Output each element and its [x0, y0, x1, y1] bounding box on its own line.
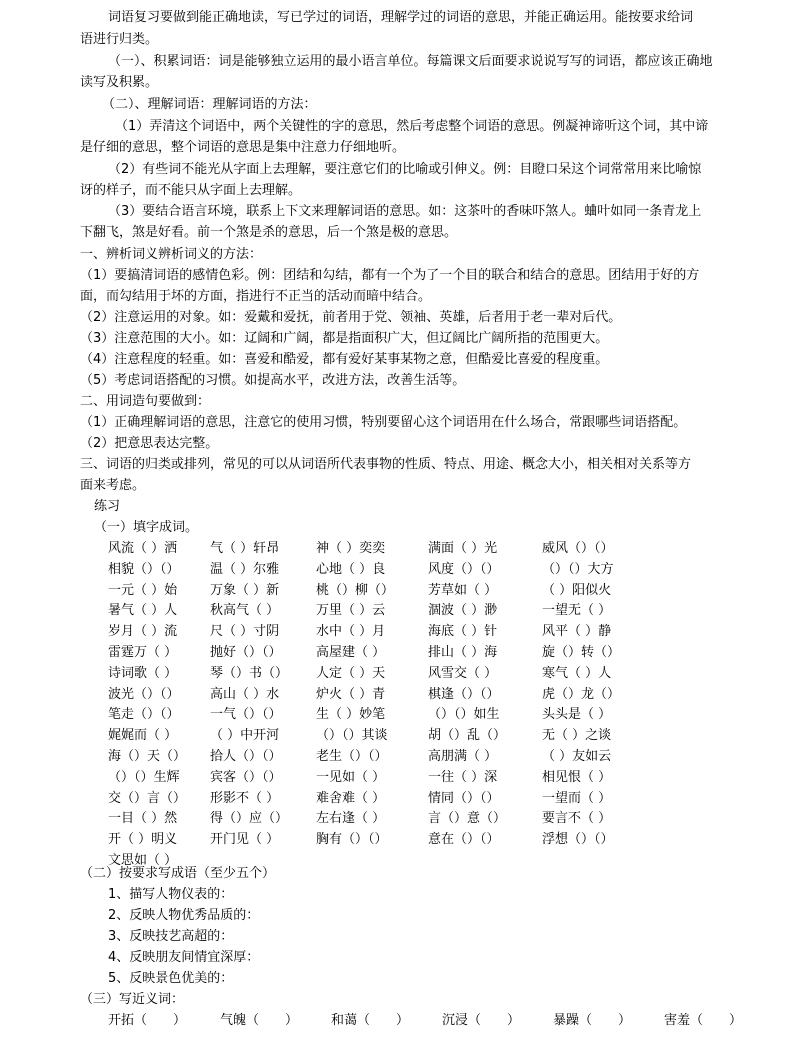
- synonym-item: 和蔼（ ）: [331, 1013, 410, 1028]
- fill-in-item: 一元（ ）始: [108, 583, 178, 598]
- fill-in-item: 开（ ）明义: [108, 832, 178, 847]
- fill-in-item: 暑气（ ）人: [108, 603, 178, 618]
- intro-paragraph-1-line-1: 词语复习要做到能正确地读，写已学过的词语，理解学过的词语的意思，并能正确运用。能按要求给词: [108, 10, 694, 25]
- fill-in-item: 宾客（）（）: [210, 770, 282, 785]
- fill-in-item: 生（ ）妙笔: [316, 707, 386, 722]
- fill-in-item: 风平（ ）静: [542, 624, 612, 639]
- fill-in-item: 左右逢（ ）: [316, 811, 386, 826]
- fill-in-item: 威风（）（）: [542, 541, 614, 556]
- fill-in-item: 文思如（ ）: [108, 853, 178, 868]
- fill-in-item: （ ）中开河: [210, 728, 280, 743]
- fill-in-item: 虎（）龙（）: [542, 687, 621, 702]
- fill-in-item: （ ）友如云: [542, 749, 612, 764]
- accumulate-words-line-1: （一）、积累词语：词是能够独立运用的最小语言单位。每篇课文后面要求说说写写的词语，都应该正确地: [108, 54, 713, 69]
- idiom-item-1: 1、描写人物仪表的：: [108, 887, 234, 902]
- fill-in-item: 满面（ ）光: [428, 541, 498, 556]
- fill-in-item: 要言不（ ）: [542, 811, 612, 826]
- fill-in-item: 风流（ ）洒: [108, 541, 178, 556]
- section-3-line-2: 面来考虑。: [80, 478, 146, 493]
- fill-in-title: （一）填字成词。: [94, 520, 199, 535]
- fill-in-item: 温（ ）尔雅: [210, 562, 280, 577]
- idiom-writing-title: （二）按要求写成语（至少五个）: [80, 866, 276, 881]
- fill-in-item: 相貌（）（）: [108, 562, 180, 577]
- fill-in-item: （）（）大方: [542, 562, 614, 577]
- synonym-item: 气魄（ ）: [220, 1013, 299, 1028]
- fill-in-item: 琴（）书（）: [210, 666, 289, 681]
- method-1-line-2: 是仔细的意思，整个词语的意思是集中注意力仔细地听。: [80, 140, 406, 155]
- fill-in-item: 相见恨（ ）: [542, 770, 612, 785]
- fill-in-item: 无（ ）之谈: [542, 728, 612, 743]
- understand-words-heading: （二）、理解词语：理解词语的方法：: [102, 97, 317, 112]
- fill-in-item: 水中（ ）月: [316, 624, 386, 639]
- fill-in-item: 一望无（ ）: [542, 603, 612, 618]
- synonym-item: 暴躁（ ）: [553, 1013, 632, 1028]
- fill-in-item: 拾人（）（）: [210, 749, 282, 764]
- idiom-item-3: 3、反映技艺高超的：: [108, 929, 234, 944]
- section-3-line-1: 三、词语的归类或排列，常见的可以从词语所代表事物的性质、特点、用途、概念大小，相关相对关系等方: [80, 457, 692, 472]
- section-1-item-4: （4）注意程度的轻重。如：喜爱和酷爱，都有爱好某事某物之意，但酷爱比喜爱的程度重。: [80, 352, 609, 367]
- idiom-item-5: 5、反映景色优美的：: [108, 971, 234, 986]
- method-2-line-1: （2）有些词不能光从字面上去理解，要注意它们的比喻或引伸义。例：目瞪口呆这个词常常用来比喻惊: [108, 162, 702, 177]
- fill-in-item: 胸有（）（）: [316, 832, 388, 847]
- fill-in-item: 棋逢（）（）: [428, 687, 500, 702]
- fill-in-item: 桃（）柳（）: [316, 583, 395, 598]
- idiom-item-4: 4、反映朋友间情宜深厚：: [108, 950, 260, 965]
- fill-in-item: 尺（ ）寸阴: [210, 624, 280, 639]
- method-3-line-1: （3）要结合语言环境，联系上下文来理解词语的意思。如：这茶叶的香味吓煞人。蛐叶如同一条青龙上: [108, 204, 702, 219]
- section-1-item-5: （5）考虑词语搭配的习惯。如提高水平，改进方法，改善生活等。: [80, 373, 466, 388]
- fill-in-item: 风雪交（ ）: [428, 666, 498, 681]
- fill-in-item: 言（）意（）: [428, 811, 507, 826]
- section-2-title: 二、用词造句要做到：: [80, 394, 211, 409]
- fill-in-item: 意在（）（）: [428, 832, 500, 847]
- fill-in-item: （）（）其谈: [316, 728, 388, 743]
- synonym-item: 害羞（ ）: [664, 1013, 743, 1028]
- fill-in-item: 形影不（ ）: [210, 791, 280, 806]
- fill-in-item: 气（ ）轩昂: [210, 541, 280, 556]
- accumulate-words-line-2: 读写及积累。: [80, 75, 159, 90]
- fill-in-item: 万象（ ）新: [210, 583, 280, 598]
- fill-in-item: 老生（）（）: [316, 749, 388, 764]
- fill-in-item: 浮想（）（）: [542, 832, 614, 847]
- fill-in-item: 海底（ ）针: [428, 624, 498, 639]
- fill-in-item: 一往（ ）深: [428, 770, 498, 785]
- fill-in-item: 头头是（ ）: [542, 707, 612, 722]
- fill-in-item: 高朋满（ ）: [428, 749, 498, 764]
- fill-in-item: （）（）生辉: [108, 770, 180, 785]
- fill-in-item: 开门见（ ）: [210, 832, 280, 847]
- fill-in-item: 涸波（ ）渺: [428, 603, 498, 618]
- intro-paragraph-1-line-2: 语进行归类。: [80, 32, 159, 47]
- section-2-item-1: （1）正确理解词语的意思，注意它的使用习惯，特别要留心这个词语用在什么场合，常跟哪些词语搭配。: [80, 415, 687, 430]
- fill-in-item: 秋高气（ ）: [210, 603, 280, 618]
- section-1-item-3: （3）注意范围的大小。如：辽阔和广阔，都是指面积广大，但辽阔比广阔所指的范围更大。: [80, 331, 609, 346]
- fill-in-item: 波光（）（）: [108, 687, 180, 702]
- fill-in-item: 风度（）（）: [428, 562, 500, 577]
- synonym-item: 沉浸（ ）: [442, 1013, 521, 1028]
- fill-in-item: 排山（ ）海: [428, 645, 498, 660]
- fill-in-item: 胡（）乱（）: [428, 728, 507, 743]
- fill-in-item: 情同（）（）: [428, 791, 500, 806]
- fill-in-item: 炉火（ ）青: [316, 687, 386, 702]
- fill-in-item: 海（）天（）: [108, 749, 187, 764]
- section-1-item-1-line-2: 面，而勾结用于坏的方面，指进行不正当的活动而暗中结合。: [80, 289, 432, 304]
- idiom-item-2: 2、反映人物优秀品质的：: [108, 908, 260, 923]
- section-1-item-1-line-1: （1）要搞清词语的感情色彩。例：团结和勾结，都有一个为了一个目的联合和结合的意思。团结用于好的方: [80, 268, 700, 283]
- fill-in-item: 难舍难（ ）: [316, 791, 386, 806]
- fill-in-item: 一望而（ ）: [542, 791, 612, 806]
- fill-in-item: 一目（ ）然: [108, 811, 178, 826]
- method-3-line-2: 下翻飞，煞是好看。前一个煞是杀的意思，后一个煞是极的意思。: [80, 225, 458, 240]
- fill-in-item: 岁月（ ）流: [108, 624, 178, 639]
- fill-in-item: 心地（ ）良: [316, 562, 386, 577]
- fill-in-item: 旋（）转（）: [542, 645, 621, 660]
- synonym-item: 开拓（ ）: [108, 1013, 187, 1028]
- section-1-title: 一、辨析词义辨析词义的方法：: [80, 247, 263, 262]
- section-2-item-2: （2）把意思表达完整。: [80, 436, 219, 451]
- fill-in-item: 芳草如（ ）: [428, 583, 498, 598]
- fill-in-item: 寒气（ ）人: [542, 666, 612, 681]
- section-1-item-2: （2）注意运用的对象。如：爱戴和爱抚，前者用于党、领袖、英雄，后者用于老一辈对后代。: [80, 310, 622, 325]
- fill-in-item: 得（）应（）: [210, 811, 289, 826]
- fill-in-item: （）（）如生: [428, 707, 500, 722]
- practice-title: 练习: [94, 499, 121, 514]
- fill-in-item: 万里（ ）云: [316, 603, 386, 618]
- fill-in-item: 抛好（）（）: [210, 645, 282, 660]
- fill-in-item: 高屋建（ ）: [316, 645, 386, 660]
- fill-in-item: 一见如（ ）: [316, 770, 386, 785]
- fill-in-item: 一气（）（）: [210, 707, 282, 722]
- synonyms-title: （三）写近义词：: [80, 992, 185, 1007]
- fill-in-item: 人定（ ）天: [316, 666, 386, 681]
- fill-in-item: 神（ ）奕奕: [316, 541, 386, 556]
- fill-in-item: 高山（ ）水: [210, 687, 280, 702]
- method-2-line-2: 讶的样子，而不能只从字面上去理解。: [80, 183, 302, 198]
- fill-in-item: （ ）阳似火: [542, 583, 612, 598]
- fill-in-item: 笔走（）（）: [108, 707, 180, 722]
- fill-in-item: 交（）言（）: [108, 791, 187, 806]
- fill-in-item: 雷霆万（ ）: [108, 645, 178, 660]
- method-1-line-1: （1）弄清这个词语中，两个关键性的字的意思，然后考虑整个词语的意思。例凝神谛听这个词，其中谛: [115, 119, 709, 134]
- fill-in-item: 娓娓而（ ）: [108, 728, 178, 743]
- fill-in-item: 诗词歌（ ）: [108, 666, 178, 681]
